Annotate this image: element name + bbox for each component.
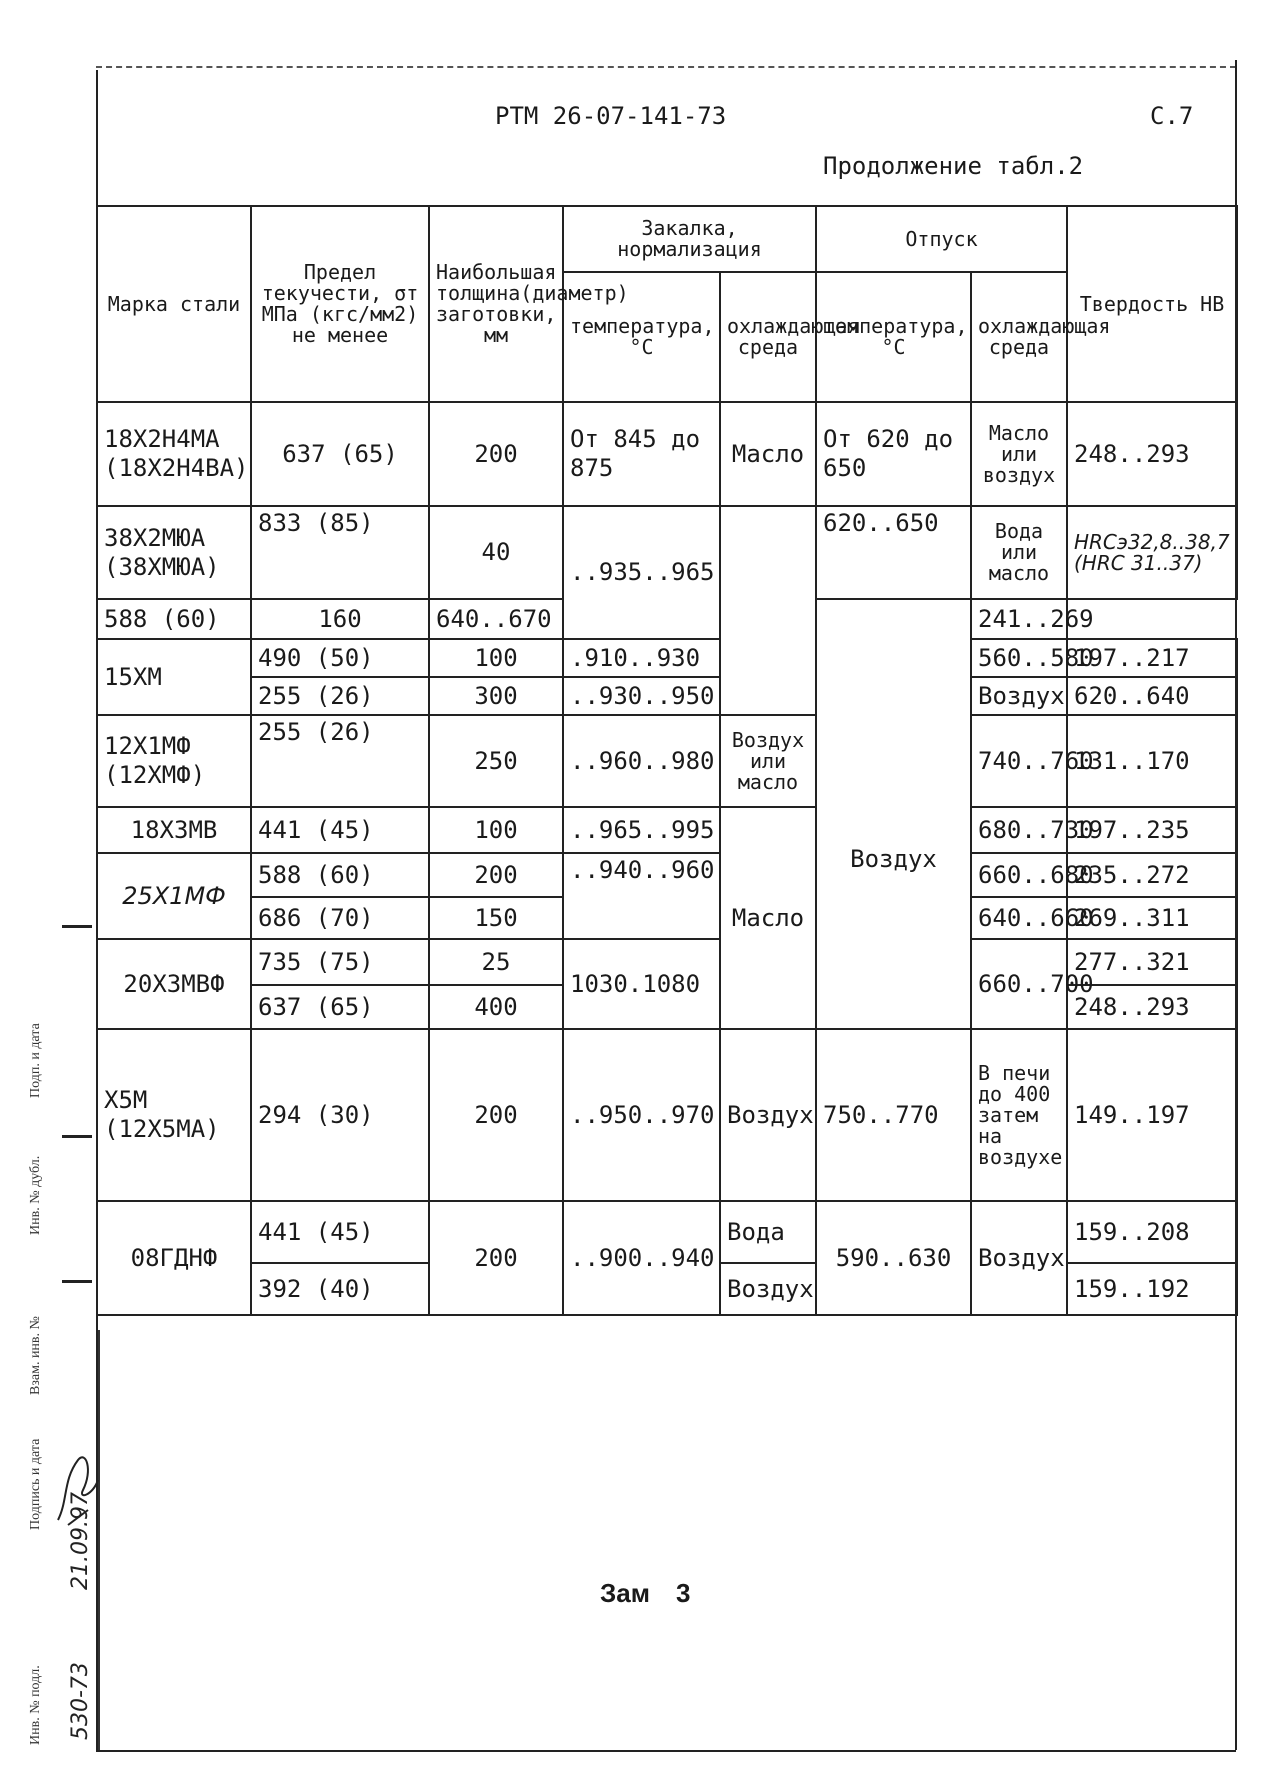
side-strip-tick — [62, 1135, 92, 1138]
handwritten-date: 21.09.97 — [68, 1492, 93, 1590]
cell-temper-temp: 680..730 — [971, 807, 1067, 853]
cell-temper-medium: Воздух — [971, 1201, 1067, 1315]
cell-hardness: 197..235 — [1067, 807, 1237, 853]
cell-quench-medium: Воздух — [971, 677, 1067, 715]
cell-quench-temp: ..930..950 — [563, 677, 720, 715]
cell-thickness: 100 — [429, 639, 563, 677]
cell-hardness: 131..170 — [1067, 715, 1237, 807]
cell-grade: 08ГДНФ — [97, 1201, 251, 1315]
amendment-note — [600, 1578, 690, 1609]
cell-grade: 20Х3МВФ — [97, 939, 251, 1029]
cell-quench-medium: Вода — [720, 1201, 816, 1263]
cell-yield: 735 (75) — [251, 939, 429, 985]
table-continuation-label: Продолжение табл.2 — [823, 152, 1084, 180]
cell-quench-medium: Масло — [720, 402, 816, 506]
cell-temper-medium: В печи до 400 затем на воздухе — [971, 1029, 1067, 1201]
side-strip-tick — [62, 1280, 92, 1283]
table-row — [97, 1029, 1237, 1201]
cell-hardness: 269..311 — [1067, 897, 1237, 939]
header-quench-medium: охлаждающая среда — [720, 272, 816, 402]
cell-thickness: 200 — [429, 402, 563, 506]
cell-temper-temp: 660..680 — [971, 853, 1067, 897]
cell-quench-temp: ..965..995 — [563, 807, 720, 853]
table-row — [97, 715, 1237, 807]
cell-temper-temp: 620..650 — [816, 506, 971, 599]
side-strip-border — [98, 1330, 100, 1750]
side-label-duplicate-inv: Инв. № дубл. — [28, 1155, 43, 1235]
cell-quench-temp: ..960..980 — [563, 715, 720, 807]
cell-temper-temp: 750..770 — [816, 1029, 971, 1201]
cell-grade: Х5М (12Х5МА) — [97, 1029, 251, 1201]
header-tempering: Отпуск — [816, 206, 1067, 272]
cell-quench-temp: .910..930 — [563, 639, 720, 677]
cell-quench-temp: От 845 до 875 — [563, 402, 720, 506]
header-temper-temperature: температура, °С — [816, 272, 971, 402]
cell-yield: 441 (45) — [251, 807, 429, 853]
amendment-number: 3 — [675, 1578, 691, 1608]
cell-hardness: 241..269 — [971, 599, 1067, 639]
header-grade: Марка стали — [97, 206, 251, 402]
cell-thickness: 160 — [251, 599, 429, 639]
cell-thickness: 150 — [429, 897, 563, 939]
cell-temper-medium-air — [816, 599, 971, 1029]
amendment-label: Зам — [600, 1578, 650, 1608]
side-strip-tick — [62, 925, 92, 928]
cell-hardness: 197..217 — [1067, 639, 1237, 677]
cell-grade: 18Х3МВ — [97, 807, 251, 853]
cell-hardness: 149..197 — [1067, 1029, 1237, 1201]
table-row — [97, 807, 1237, 853]
cell-quench-medium: Воздух — [720, 1263, 816, 1315]
side-label-signature: Подпись и дата — [28, 1438, 43, 1530]
header-yield-strength: Предел текучести, σт МПа (кгс/мм2) не менее — [251, 206, 429, 402]
cell-yield: 294 (30) — [251, 1029, 429, 1201]
cell-temper-temp: 640..660 — [971, 897, 1067, 939]
cell-hardness: HRCэ32,8..38,7 (HRC 31..37) — [1067, 506, 1237, 599]
table-row — [97, 639, 1237, 677]
temper-medium-air-label: Воздух — [850, 844, 937, 873]
header-temper-medium: охлаждающая среда — [971, 272, 1067, 402]
header-hardness: Твердость НВ — [1067, 206, 1237, 402]
cell-yield: 588 (60) — [251, 853, 429, 897]
cell-yield: 637 (65) — [251, 985, 429, 1029]
cell-yield: 255 (26) — [251, 715, 429, 807]
cell-temper-medium: Вода или масло — [971, 506, 1067, 599]
cell-hardness: 159..208 — [1067, 1201, 1237, 1263]
cell-thickness: 200 — [429, 1029, 563, 1201]
cell-temper-temp: 740..760 — [971, 715, 1067, 807]
cell-quench-medium: Воздух — [720, 1029, 816, 1201]
cell-hardness: 277..321 — [1067, 939, 1237, 985]
cell-temper-temp: 620..640 — [1067, 677, 1237, 715]
table-row — [97, 939, 1237, 985]
cell-yield: 686 (70) — [251, 897, 429, 939]
header-quenching: Закалка, нормализация — [563, 206, 816, 272]
cell-grade: 25Х1МФ — [97, 853, 251, 939]
cell-thickness: 40 — [429, 506, 563, 599]
cell-quench-temp: ..950..970 — [563, 1029, 720, 1201]
cell-grade: 12Х1МФ (12ХМФ) — [97, 715, 251, 807]
cell-quench-temp: 1030.1080 — [563, 939, 720, 1029]
cell-grade: 18Х2Н4МА (18Х2Н4ВА) — [97, 402, 251, 506]
cell-thickness: 25 — [429, 939, 563, 985]
cell-thickness: 250 — [429, 715, 563, 807]
cell-quench-medium-empty — [720, 506, 816, 715]
cell-quench-medium: Воздух или масло — [720, 715, 816, 807]
cell-thickness: 200 — [429, 1201, 563, 1315]
cell-thickness: 100 — [429, 807, 563, 853]
cell-hardness: 235..272 — [1067, 853, 1237, 897]
cell-grade: 15ХМ — [97, 639, 251, 715]
header-quench-temperature: температура, °С — [563, 272, 720, 402]
table-row — [97, 1201, 1237, 1263]
cell-temper-temp: От 620 до 650 — [816, 402, 971, 506]
steel-properties-table — [96, 205, 1238, 1316]
cell-quench-temp: ..940..960 — [563, 853, 720, 939]
cell-yield: 441 (45) — [251, 1201, 429, 1263]
page-number: С.7 — [1150, 102, 1194, 130]
cell-quench-medium: Масло — [720, 807, 816, 1029]
cell-yield: 392 (40) — [251, 1263, 429, 1315]
cell-yield: 588 (60) — [97, 599, 251, 639]
header-max-thickness: Наибольшая толщина(диаметр) заготовки, мм — [429, 206, 563, 402]
cell-hardness: 159..192 — [1067, 1263, 1237, 1315]
table-row — [97, 677, 1237, 715]
table-row — [97, 402, 1237, 506]
frame-top-border — [96, 66, 1236, 68]
frame-bottom-border — [96, 1750, 1236, 1752]
cell-thickness: 200 — [429, 853, 563, 897]
document-code: РТМ 26-07-141-73 — [495, 102, 727, 130]
cell-grade: 38Х2МЮА (38ХМЮА) — [97, 506, 251, 599]
cell-hardness: 248..293 — [1067, 985, 1237, 1029]
cell-temper-temp: 640..670 — [429, 599, 563, 639]
cell-quench-temp: ..900..940 — [563, 1201, 720, 1315]
cell-temper-temp: 660..700 — [971, 939, 1067, 1029]
cell-yield: 255 (26) — [251, 677, 429, 715]
cell-thickness: 300 — [429, 677, 563, 715]
table-row — [97, 853, 1237, 897]
table-row — [97, 506, 1237, 599]
side-label-signature-date: Подп. и дата — [28, 1023, 43, 1098]
handwritten-inventory-number: 530-73 — [68, 1662, 93, 1740]
cell-yield: 833 (85) — [251, 506, 429, 599]
cell-temper-temp: 590..630 — [816, 1201, 971, 1315]
cell-yield: 637 (65) — [251, 402, 429, 506]
cell-thickness: 400 — [429, 985, 563, 1029]
cell-quench-temp: ..935..965 — [563, 506, 720, 639]
handwritten-signature — [48, 1440, 108, 1530]
side-label-replace-inv: Взам. инв. № — [28, 1316, 43, 1395]
cell-yield: 490 (50) — [251, 639, 429, 677]
cell-temper-temp: 560..580 — [971, 639, 1067, 677]
side-label-original-inv: Инв. № подл. — [28, 1665, 43, 1745]
cell-temper-medium: Масло или воздух — [971, 402, 1067, 506]
cell-hardness: 248..293 — [1067, 402, 1237, 506]
